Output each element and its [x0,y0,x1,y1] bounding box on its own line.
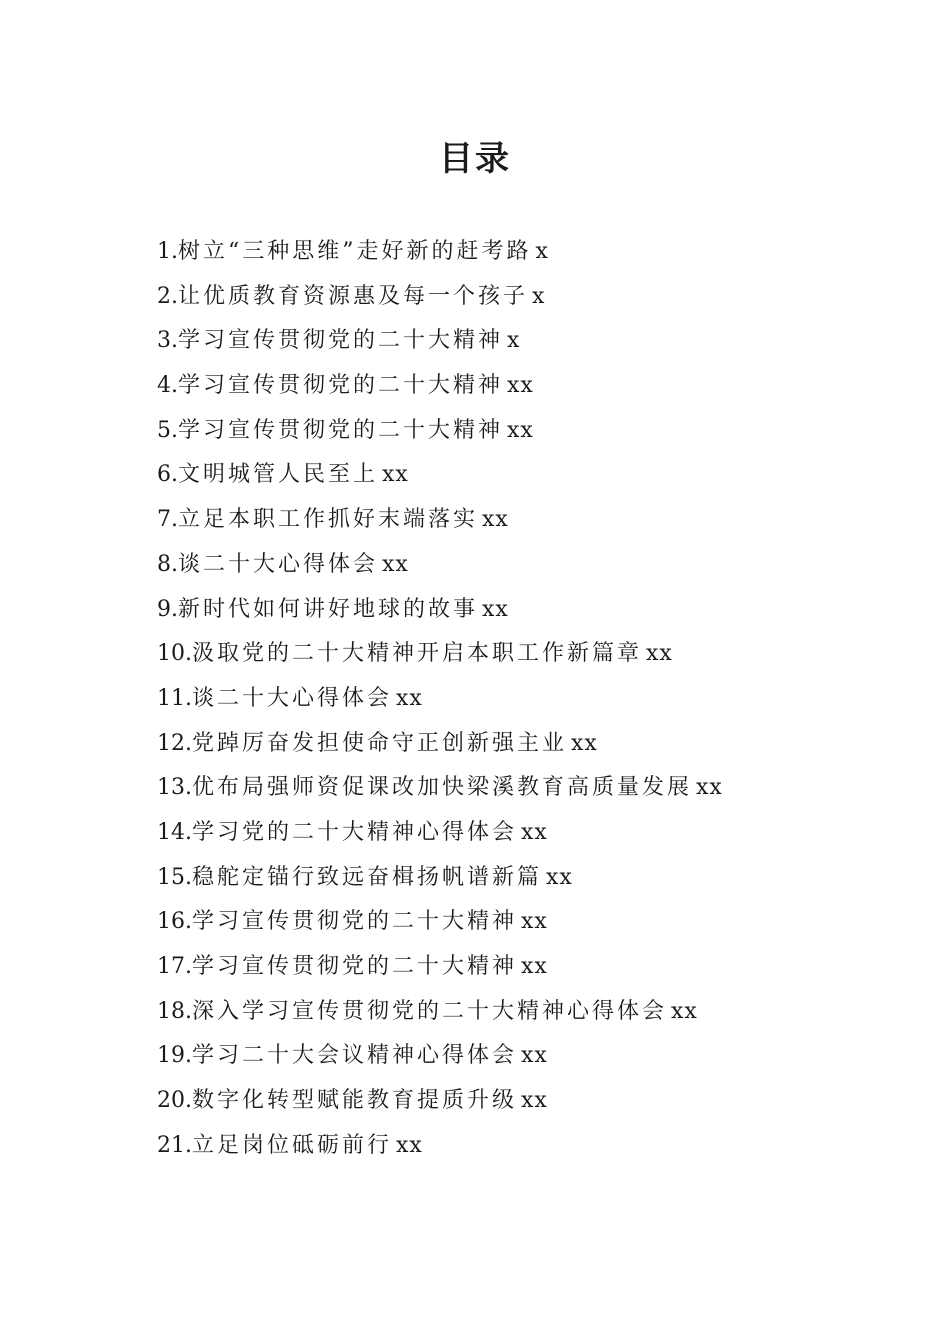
toc-entry-page: xx [521,1043,548,1069]
toc-entry [157,632,897,677]
toc-entry-page: x [507,328,521,354]
toc-entry-title: 立足本职工作抓好末端落实 [178,507,479,533]
toc-entry [157,543,897,588]
toc-entry-page: xx [507,417,534,443]
toc-entry [157,453,897,498]
toc-entry-title: 新时代如何讲好地球的故事 [178,596,479,622]
toc-entry-title: 谈二十大心得体会 [178,551,379,577]
toc-entry-number: 15. [157,864,192,890]
toc-entry-title: 学习宣传贯彻党的二十大精神 [178,417,504,443]
toc-entry-title: 党踔厉奋发担使命守正创新强主业 [192,730,568,756]
toc-entry-number: 17. [157,954,192,979]
toc-entry-title: 汲取党的二十大精神开启本职工作新篇章 [192,641,643,667]
toc-entry-page: x [532,283,546,309]
toc-entry-title: 优布局强师资促课改加快梁溪教育高质量发展 [192,775,693,801]
toc-entry-title: 数字化转型赋能教育提质升级 [192,1088,518,1114]
toc-entry-page: xx [521,909,548,935]
toc-entry-page: xx [696,775,723,801]
toc-entry-title: 让优质教育资源惠及每一个孩子 [178,283,529,309]
toc-entry-title: 谈二十大心得体会 [192,685,393,711]
toc-entry-title: 学习宣传贯彻党的二十大精神 [192,954,518,979]
toc-entry-number: 18. [157,998,192,1024]
toc-entry-number: 12. [157,730,192,756]
toc-entry [157,230,897,275]
toc-entry [157,1124,897,1169]
toc-entry-page: xx [396,1132,423,1158]
toc-entry-number: 13. [157,775,192,801]
table-of-contents [157,230,897,1168]
toc-entry-page: xx [546,864,573,890]
toc-entry [157,409,897,454]
toc-entry-title: 学习宣传贯彻党的二十大精神 [178,328,504,354]
toc-entry-page: xx [482,596,509,622]
toc-entry [157,588,897,633]
toc-entry [157,766,897,811]
toc-entry-page: xx [507,373,534,399]
toc-entry-number: 10. [157,641,192,667]
page-title: 目录 [439,139,511,179]
toc-entry-number: 9. [157,596,178,622]
toc-entry-title: 稳舵定锚行致远奋楫扬帆谱新篇 [192,864,543,890]
toc-entry-page: xx [521,1088,548,1114]
toc-entry-number: 8. [157,551,178,577]
toc-entry-number: 11. [157,685,192,711]
toc-entry-title: 学习宣传贯彻党的二十大精神 [178,373,504,399]
toc-entry-number: 4. [157,373,178,399]
toc-entry [157,900,897,945]
toc-entry-number: 3. [157,328,178,354]
toc-entry-page: x [535,239,549,264]
toc-entry [157,498,897,543]
toc-entry [157,811,897,856]
toc-entry [157,319,897,364]
toc-entry-title: 立足岗位砥砺前行 [192,1132,393,1158]
toc-entry-number: 7. [157,507,178,533]
toc-entry [157,722,897,767]
toc-entry-page: xx [671,998,698,1024]
toc-entry-title: 树立“三种思维”走好新的赶考路 [178,239,532,264]
toc-entry-title: 文明城管人民至上 [178,462,379,488]
toc-entry-page: xx [482,507,509,533]
toc-entry-number: 2. [157,283,178,309]
toc-entry-page: xx [521,819,548,845]
toc-entry-number: 5. [157,417,178,443]
toc-entry-page: xx [382,551,409,577]
toc-entry-page: xx [571,730,598,756]
toc-entry-number: 20. [157,1088,192,1114]
toc-entry [157,1079,897,1124]
toc-entry-number: 21. [157,1132,192,1158]
toc-entry-number: 16. [157,909,192,935]
toc-entry [157,1034,897,1079]
toc-entry [157,856,897,901]
toc-entry-page: xx [382,462,409,488]
toc-entry [157,364,897,409]
toc-entry [157,677,897,722]
toc-entry-number: 14. [157,819,192,845]
toc-entry-number: 19. [157,1043,192,1069]
toc-entry [157,990,897,1035]
toc-entry-title: 学习党的二十大精神心得体会 [192,819,518,845]
toc-entry [157,945,897,990]
toc-entry-title: 学习宣传贯彻党的二十大精神 [192,909,518,935]
toc-entry-page: xx [396,685,423,711]
toc-entry-number: 1. [157,239,178,264]
toc-entry-title: 学习二十大会议精神心得体会 [192,1043,518,1069]
toc-entry-number: 6. [157,462,178,488]
toc-entry [157,275,897,320]
toc-entry-page: xx [521,954,548,979]
toc-entry-page: xx [646,641,673,667]
toc-entry-title: 深入学习宣传贯彻党的二十大精神心得体会 [192,998,668,1024]
